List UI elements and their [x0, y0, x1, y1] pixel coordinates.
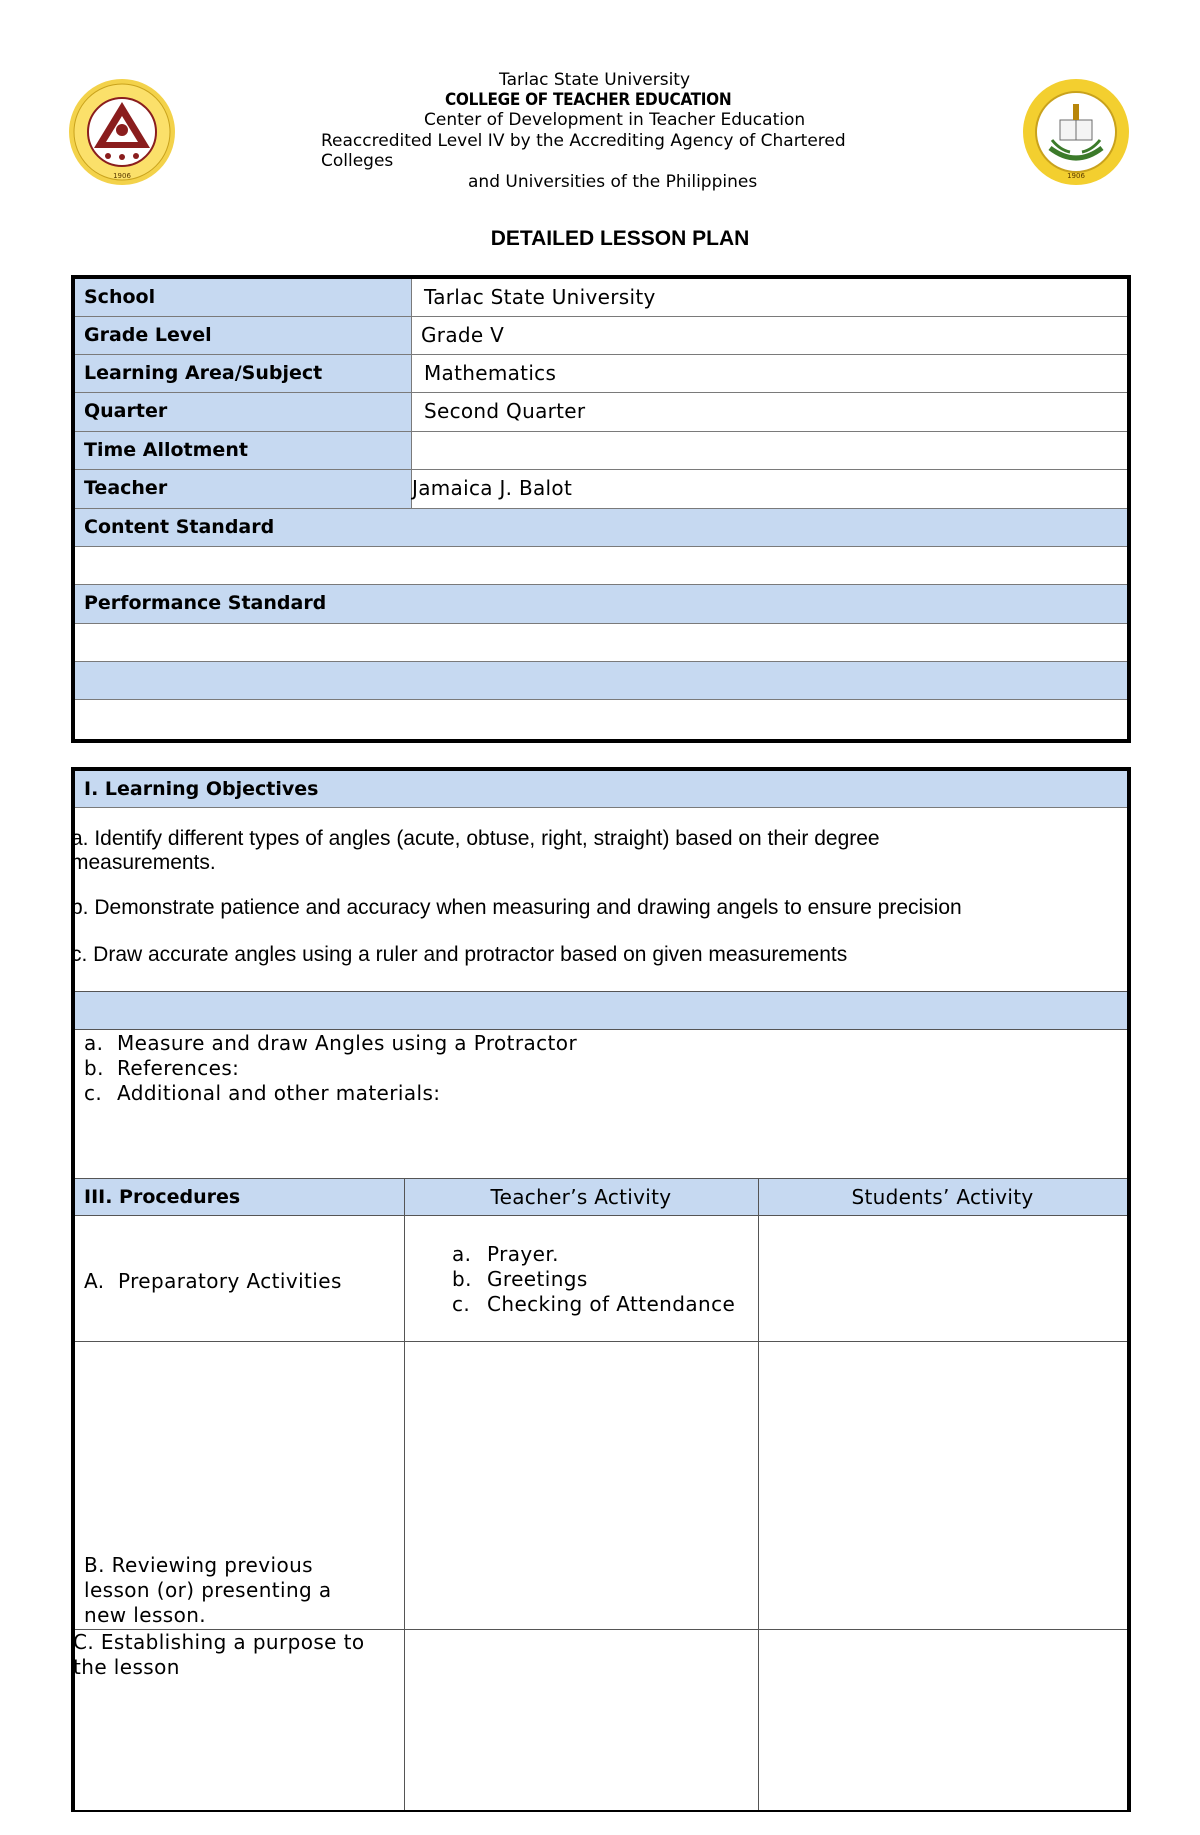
- objectives-heading: I. Learning Objectives: [84, 778, 319, 800]
- tarlac-state-university-seal: [66, 78, 178, 186]
- content-item-c: Additional and other materials:: [117, 1081, 441, 1105]
- table-bottom-border: [71, 1810, 1131, 1812]
- content-item-b-letter: b.: [84, 1056, 104, 1080]
- preparatory-activities-label: A. Preparatory Activities: [84, 1269, 342, 1293]
- prep-item-c: Checking of Attendance: [487, 1292, 736, 1316]
- performance-standard-body: [75, 624, 1127, 662]
- review-label-line2: lesson (or) presenting a: [84, 1578, 332, 1602]
- content-heading-band: [75, 992, 1127, 1030]
- college-of-teacher-education-seal: [1020, 78, 1132, 186]
- prep-item-a-letter: a.: [452, 1242, 472, 1266]
- column-divider: [758, 1179, 759, 1812]
- teacher-activity-heading: Teacher’s Activity: [490, 1185, 672, 1209]
- info-label: Time Allotment: [75, 432, 412, 469]
- info-value: Grade V: [421, 323, 505, 347]
- purpose-label-line2: the lesson: [73, 1655, 180, 1679]
- university-name: Tarlac State University: [499, 70, 691, 90]
- objective-c: c. Draw accurate angles using a ruler and protractor based on given measurements: [71, 943, 848, 966]
- info-label: School: [75, 279, 412, 316]
- info-value: Jamaica J. Balot: [412, 476, 573, 500]
- info-row-grade-level: [75, 317, 1127, 355]
- info-value: [412, 432, 1127, 469]
- prep-item-a: Prayer.: [487, 1242, 559, 1266]
- performance-standard-heading: Performance Standard: [75, 585, 1127, 624]
- content-item-a-letter: a.: [84, 1031, 104, 1055]
- info-label: Teacher: [75, 470, 412, 508]
- content-item-c-letter: c.: [84, 1081, 103, 1105]
- info-row-quarter: [75, 393, 1127, 432]
- svg-text:1906: 1906: [1067, 172, 1085, 180]
- content-item-b: References:: [117, 1056, 240, 1080]
- info-label: Learning Area/Subject: [75, 355, 412, 392]
- blank-row: [75, 700, 1127, 739]
- row-divider: [75, 1341, 1127, 1342]
- reaccredited-line-1: Reaccredited Level IV by the Accrediting Agency of Chartered: [321, 131, 846, 151]
- content-standard-body: [75, 547, 1127, 585]
- info-value: Mathematics: [424, 361, 557, 385]
- content-item-a: Measure and draw Angles using a Protractor: [117, 1031, 578, 1055]
- procedures-heading: III. Procedures: [84, 1186, 241, 1208]
- purpose-label-line1: C. Establishing a purpose to: [73, 1630, 365, 1654]
- prep-item-b-letter: b.: [452, 1267, 472, 1291]
- objective-b: b. Demonstrate patience and accuracy when measuring and drawing angels to ensure precision: [71, 896, 962, 919]
- objective-a-line1: a. Identify different types of angles (acute, obtuse, right, straight) based on their degree: [71, 827, 880, 850]
- info-value: Tarlac State University: [424, 285, 656, 309]
- page-title: DETAILED LESSON PLAN: [490, 227, 750, 250]
- info-row-subject: [75, 355, 1127, 393]
- lesson-info-table: [71, 275, 1131, 743]
- blank-blue-row: [75, 662, 1127, 700]
- info-label: Quarter: [75, 393, 412, 431]
- center-line: Center of Development in Teacher Education: [424, 110, 806, 130]
- svg-text:1906: 1906: [113, 172, 131, 180]
- info-label: Grade Level: [75, 317, 412, 354]
- column-divider: [404, 1179, 405, 1812]
- info-row-school: [75, 279, 1127, 317]
- objectives-heading-band: [75, 771, 1127, 808]
- prep-item-c-letter: c.: [452, 1292, 471, 1316]
- student-activity-heading: Students’ Activity: [851, 1185, 1034, 1209]
- info-row-time-allotment: [75, 432, 1127, 470]
- prep-item-b: Greetings: [487, 1267, 588, 1291]
- review-label-line3: new lesson.: [84, 1603, 207, 1627]
- college-name: COLLEGE OF TEACHER EDUCATION: [445, 90, 732, 110]
- review-label-line1: B. Reviewing previous: [84, 1553, 313, 1577]
- info-value: Second Quarter: [424, 399, 586, 423]
- content-standard-heading: Content Standard: [75, 509, 1127, 547]
- reaccredited-line-2: Colleges: [321, 151, 394, 171]
- reaccredited-line-3: and Universities of the Philippines: [468, 172, 758, 192]
- info-row-teacher: [75, 470, 1127, 509]
- objective-a-line2: measurements.: [71, 851, 216, 874]
